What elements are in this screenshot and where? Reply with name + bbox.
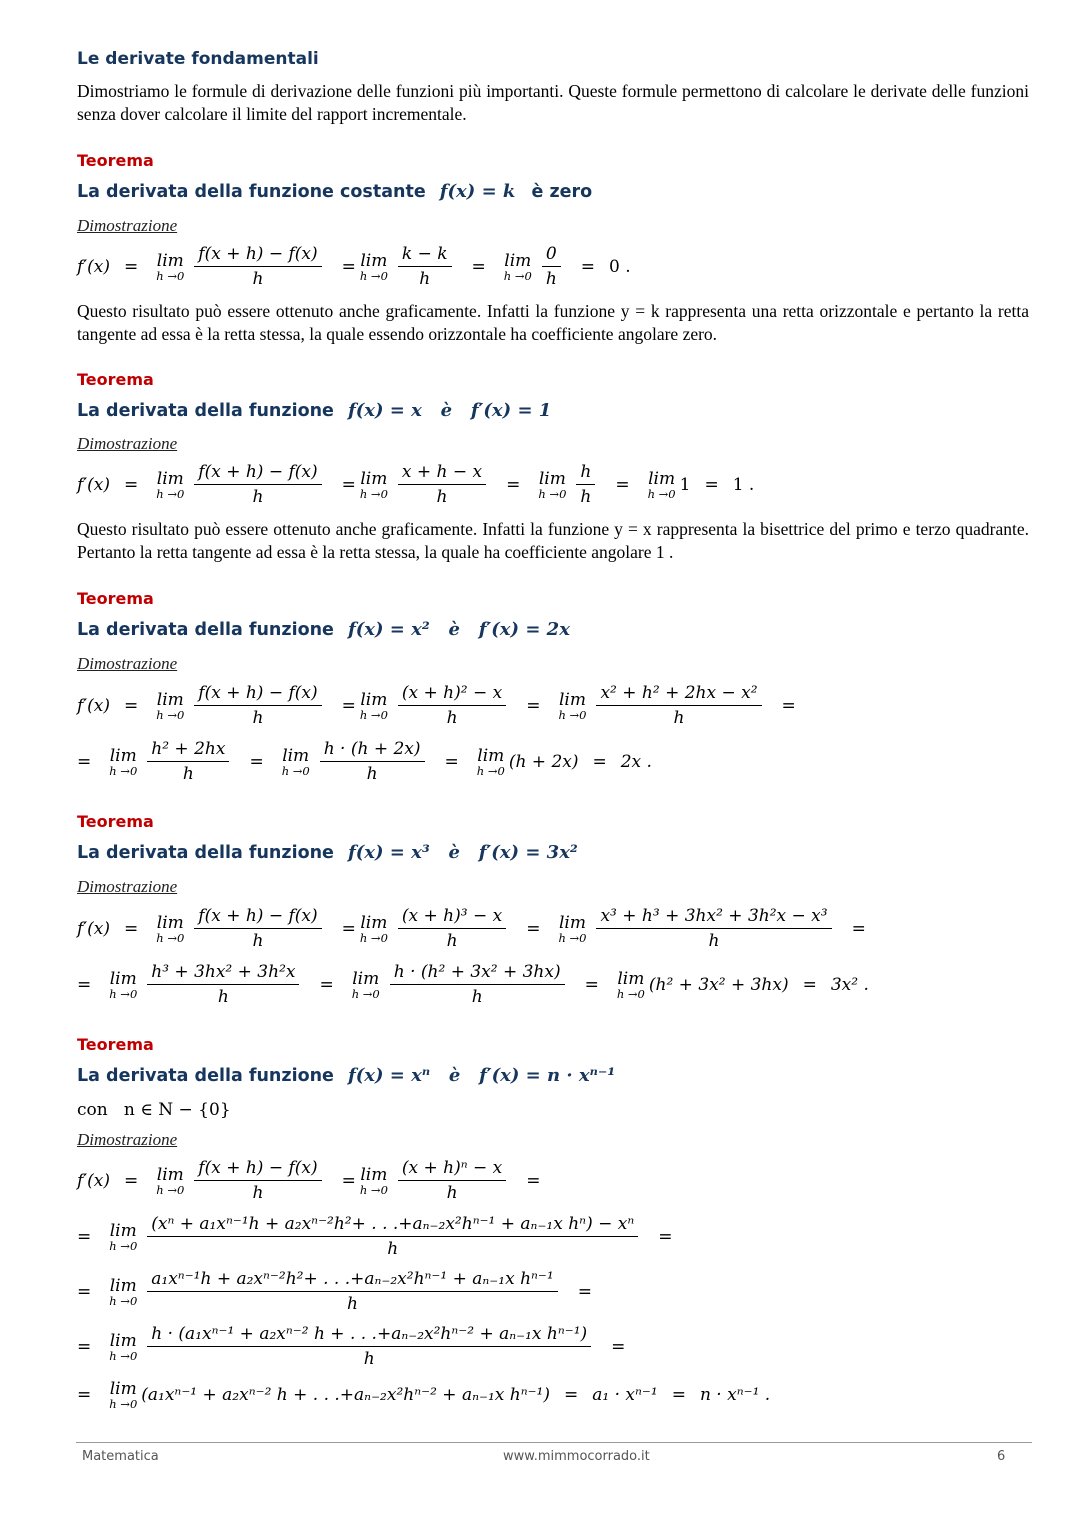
formula-line bbox=[77, 683, 796, 728]
theorem-title-text: La derivata della funzione costante bbox=[77, 182, 426, 202]
limit: lim h →0 bbox=[359, 912, 388, 945]
page-title: Le derivate fondamentali bbox=[77, 49, 319, 69]
fraction: $\frac{\text{(x + h)³ − x}}{h}$ bbox=[398, 906, 506, 951]
equals: = bbox=[319, 974, 334, 995]
theorem-note: Questo risultato può essere ottenuto anche graficamente. Infatti la funzione y = x rappresenta la bisettrice del primo e terzo quadrante. Pertanto la retta tangente ad essa è la retta stessa, la quale ha coefficiente angolare 1 . bbox=[77, 519, 1029, 562]
limit: lim h →0 bbox=[351, 968, 380, 1001]
limit: lim h →0 bbox=[647, 468, 676, 501]
equals: = bbox=[471, 256, 486, 277]
fraction: $\frac{x + h - x}{h}$ bbox=[398, 462, 486, 507]
limit: lim h →0 bbox=[156, 689, 185, 722]
limit: lim h →0 bbox=[558, 912, 587, 945]
limit: lim h →0 bbox=[109, 1379, 138, 1411]
proof-label: Dimostrazione bbox=[77, 434, 178, 453]
equals: = bbox=[77, 1281, 92, 1302]
condition: con n ∈ N − {0} bbox=[77, 1100, 231, 1120]
fraction: $\frac{\text{h² + 2hx}}{h}$ bbox=[147, 739, 229, 784]
proof-label: Dimostrazione bbox=[77, 877, 178, 896]
result: 2x . bbox=[620, 751, 652, 772]
theorem-title-text: La derivata della funzione bbox=[77, 620, 334, 640]
theorem-title-tail: è zero bbox=[531, 182, 593, 202]
limit: lim h →0 bbox=[359, 1164, 388, 1197]
limit: lim h →0 bbox=[109, 745, 138, 778]
theorem-label: Teorema bbox=[77, 1035, 154, 1054]
formula-line bbox=[77, 906, 866, 951]
page-number: 6 bbox=[997, 1449, 1006, 1464]
footer-subject: Matematica bbox=[82, 1449, 159, 1464]
fraction: $\frac{\text{(x + h)ⁿ − x}}{h}$ bbox=[398, 1158, 506, 1203]
equals: = bbox=[77, 974, 92, 995]
equals: = bbox=[341, 1170, 356, 1191]
theorem-title bbox=[77, 842, 578, 863]
formula-line bbox=[77, 1269, 592, 1314]
value: (h² + 3x² + 3hx) bbox=[648, 974, 789, 995]
equals: = bbox=[584, 974, 599, 995]
fraction: $\frac{\text{x² + h² + 2hx − x²}}{h}$ bbox=[596, 683, 761, 728]
result: 3x² . bbox=[830, 974, 869, 995]
equals: = bbox=[580, 256, 596, 277]
value: (h + 2x) bbox=[508, 751, 579, 772]
derivative-symbol: f′(x) bbox=[77, 918, 111, 939]
value: 1 bbox=[679, 474, 691, 495]
theorem-note: Questo risultato può essere ottenuto anche graficamente. Infatti la funzione y = k rappresenta una retta orizzontale e pertanto la retta tangente ad essa è la retta stessa, la quale essendo orizzontale ha coefficiente angolare zero. bbox=[77, 301, 1029, 344]
equals: = bbox=[124, 1170, 139, 1191]
equals: = bbox=[77, 751, 92, 772]
result: 1 . bbox=[732, 474, 755, 495]
limit: lim h →0 bbox=[476, 745, 505, 778]
limit: lim h →0 bbox=[109, 1220, 138, 1253]
fraction: $\frac{\text{h · (a₁xⁿ⁻¹ + a₂xⁿ⁻² h + . . .+aₙ₋₂x²hⁿ⁻² + aₙ₋₁x hⁿ⁻¹)}}{h}$ bbox=[147, 1324, 591, 1369]
fraction: $\frac{0}{h}$ bbox=[542, 244, 561, 289]
limit: lim h →0 bbox=[359, 250, 388, 283]
limit: lim h →0 bbox=[109, 1330, 138, 1363]
equals: = bbox=[592, 751, 607, 772]
equals: = bbox=[658, 1226, 673, 1247]
equals: = bbox=[506, 474, 521, 495]
formula-line bbox=[77, 1380, 770, 1410]
limit: lim h →0 bbox=[558, 689, 587, 722]
derivative-symbol: f′(x) bbox=[77, 695, 111, 716]
equals: = bbox=[671, 1385, 686, 1405]
equals: = bbox=[526, 1170, 541, 1191]
derivative-symbol: f′(x) bbox=[77, 474, 111, 495]
limit: lim h →0 bbox=[109, 1275, 138, 1308]
theorem-label: Teorema bbox=[77, 589, 154, 608]
limit: lim h →0 bbox=[616, 968, 645, 1001]
fraction: $\frac{h \cdot (h + 2x)}{h}$ bbox=[320, 739, 425, 784]
proof-label: Dimostrazione bbox=[77, 216, 178, 235]
equals: = bbox=[341, 918, 356, 939]
theorem-title-text: La derivata della funzione bbox=[77, 843, 334, 863]
result: n · xⁿ⁻¹ . bbox=[699, 1385, 771, 1405]
value: a₁ · xⁿ⁻¹ bbox=[592, 1385, 658, 1405]
footer-website-link[interactable]: www.mimmocorrado.it bbox=[503, 1449, 650, 1464]
fraction: $\frac{f(x + h) - f(x)}{h}$ bbox=[194, 1158, 321, 1203]
fraction: $\frac{f(x + h) - f(x)}{h}$ bbox=[194, 244, 321, 289]
equals: = bbox=[704, 474, 719, 495]
theorem-title-text: La derivata della funzione bbox=[77, 401, 334, 421]
equals: = bbox=[851, 918, 866, 939]
equals: = bbox=[341, 695, 356, 716]
equals: = bbox=[564, 1385, 579, 1405]
equals: = bbox=[249, 751, 264, 772]
equals: = bbox=[526, 695, 541, 716]
formula-line bbox=[77, 244, 631, 289]
theorem-title-math: f(x) = x³ è f′(x) = 3x² bbox=[348, 842, 578, 863]
equals: = bbox=[124, 474, 139, 495]
equals: = bbox=[444, 751, 459, 772]
formula-line bbox=[77, 1158, 541, 1203]
limit: lim h →0 bbox=[156, 912, 185, 945]
theorem-title bbox=[77, 400, 551, 421]
fraction: $\frac{\text{h · (h² + 3x² + 3hx)}}{h}$ bbox=[390, 962, 565, 1007]
limit: lim h →0 bbox=[281, 745, 310, 778]
footer-divider bbox=[76, 1442, 1032, 1443]
limit: lim h →0 bbox=[156, 1164, 185, 1197]
fraction: $\frac{h}{h}$ bbox=[576, 462, 595, 507]
limit: lim h →0 bbox=[156, 468, 185, 501]
proof-label: Dimostrazione bbox=[77, 1130, 178, 1149]
fraction: $\frac{k - k}{h}$ bbox=[398, 244, 452, 289]
fraction: $\frac{\text{h³ + 3hx² + 3h²x}}{h}$ bbox=[147, 962, 299, 1007]
fraction: $\frac{f(x + h) - f(x)}{h}$ bbox=[194, 462, 321, 507]
equals: = bbox=[615, 474, 630, 495]
equals: = bbox=[341, 256, 356, 277]
proof-label: Dimostrazione bbox=[77, 654, 178, 673]
fraction: $\frac{f(x + h) - f(x)}{h}$ bbox=[194, 906, 321, 951]
equals: = bbox=[77, 1336, 92, 1357]
formula-line bbox=[77, 962, 869, 1007]
formula-line bbox=[77, 462, 754, 507]
equals: = bbox=[341, 474, 356, 495]
equals: = bbox=[526, 918, 541, 939]
fraction: $\frac{\text{a₁xⁿ⁻¹h + a₂xⁿ⁻²h²+ . . .+aₙ₋₂x²hⁿ⁻¹ + aₙ₋₁x hⁿ⁻¹}}{h}$ bbox=[147, 1269, 557, 1314]
equals: = bbox=[611, 1336, 626, 1357]
theorem-label: Teorema bbox=[77, 370, 154, 389]
fraction: $\frac{\text{x³ + h³ + 3hx² + 3h²x − x³}}{h}$ bbox=[596, 906, 831, 951]
limit: lim h →0 bbox=[109, 968, 138, 1001]
limit: lim h →0 bbox=[503, 250, 532, 283]
equals: = bbox=[77, 1385, 92, 1405]
theorem-title bbox=[77, 1065, 615, 1086]
equals: = bbox=[802, 974, 817, 995]
intro-paragraph: Dimostriamo le formule di derivazione delle funzioni più importanti. Queste formule permettono di calcolare le derivate delle funzioni senza dover calcolare il limite del rapport incrementale. bbox=[77, 81, 1029, 124]
formula-line bbox=[77, 1214, 672, 1259]
derivative-symbol: f′(x) bbox=[77, 1170, 111, 1191]
fraction: $\frac{\text{(xⁿ + a₁xⁿ⁻¹h + a₂xⁿ⁻²h²+ . . .+aₙ₋₂x²hⁿ⁻¹ + aₙ₋₁x hⁿ) − xⁿ}}{h}$ bbox=[147, 1214, 638, 1259]
theorem-title bbox=[77, 619, 570, 640]
theorem-title-text: La derivata della funzione bbox=[77, 1066, 334, 1086]
equals: = bbox=[577, 1281, 592, 1302]
theorem-title-math: f(x) = xⁿ è f′(x) = n · xⁿ⁻¹ bbox=[348, 1065, 616, 1086]
equals: = bbox=[77, 1226, 92, 1247]
limit: lim h →0 bbox=[359, 468, 388, 501]
equals: = bbox=[124, 918, 139, 939]
limit: lim h →0 bbox=[156, 250, 185, 283]
derivative-symbol: f′(x) bbox=[77, 256, 111, 277]
theorem-title-math: f(x) = k bbox=[439, 181, 516, 202]
theorem-label: Teorema bbox=[77, 812, 154, 831]
formula-line bbox=[77, 739, 652, 784]
theorem-label: Teorema bbox=[77, 151, 154, 170]
formula-line bbox=[77, 1324, 625, 1369]
value: (a₁xⁿ⁻¹ + a₂xⁿ⁻² h + . . .+aₙ₋₂x²hⁿ⁻² + aₙ₋₁x hⁿ⁻¹) bbox=[141, 1385, 551, 1405]
equals: = bbox=[124, 256, 139, 277]
limit: lim h →0 bbox=[538, 468, 567, 501]
equals: = bbox=[124, 695, 139, 716]
result: 0 . bbox=[609, 256, 631, 277]
theorem-title-math: f(x) = x è f′(x) = 1 bbox=[348, 400, 552, 421]
limit: lim h →0 bbox=[359, 689, 388, 722]
equals: = bbox=[781, 695, 796, 716]
theorem-title bbox=[77, 181, 592, 202]
fraction: $\frac{f(x + h) - f(x)}{h}$ bbox=[194, 683, 321, 728]
fraction: $\frac{\text{(x + h)² − x}}{h}$ bbox=[398, 683, 506, 728]
theorem-title-math: f(x) = x² è f′(x) = 2x bbox=[348, 619, 570, 640]
